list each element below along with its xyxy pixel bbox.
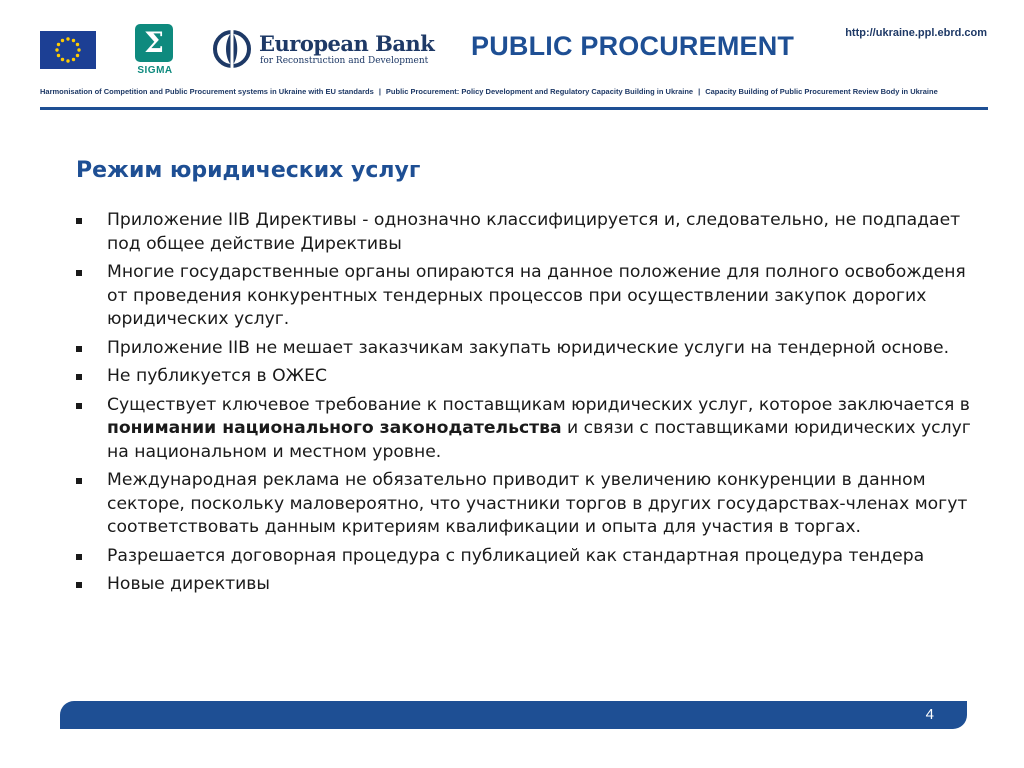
header [0, 0, 1024, 112]
bullet-square-icon [76, 554, 82, 560]
eu-flag-logo [40, 31, 96, 69]
footer-bar [60, 701, 967, 729]
bullet-text-before: Существует ключевое требование к поставщикам юридических услуг, которое заключается в [107, 394, 970, 415]
bullet-square-icon [76, 582, 82, 588]
bullet-text-after: и связи с поставщиками юридических услуг на национальном и местном уровне. [107, 418, 971, 462]
bullet-list [76, 209, 976, 602]
bullet-item [76, 573, 976, 597]
slide-title: Режим юридических услуг [76, 158, 421, 183]
ebrd-subtitle: for Reconstruction and Development [260, 56, 429, 66]
sigma-label: SIGMA [137, 65, 173, 76]
sigma-icon: Σ [135, 24, 173, 62]
bullet-item [76, 337, 976, 361]
bullet-square-icon [76, 403, 82, 409]
bullet-text: Многие государственные органы опираются на данное положение для полного освобожденя от проведения конкурентных тендерных процессов при осуществлении закупок дорогих юридических услуг. [107, 262, 966, 329]
program-title: PUBLIC PROCUREMENT [471, 31, 795, 61]
bullet-square-icon [76, 218, 82, 224]
bullet-text: Разрешается договорная процедура с публикацией как стандартная процедура тендера [107, 545, 925, 566]
ebrd-name: European Bank [259, 31, 435, 56]
bullet-square-icon [76, 478, 82, 484]
tagline-separator: | [698, 87, 701, 96]
tagline-item: Public Procurement: Policy Development and Regulatory Capacity Building in Ukraine [385, 87, 694, 96]
bullet-text: Приложение IIB Директивы - однозначно классифицируется и, следовательно, не подпадает под общее действие Директивы [107, 210, 961, 254]
bullet-text: Новые директивы [107, 574, 270, 594]
page-number: 4 [925, 706, 934, 723]
bullet-square-icon [76, 346, 82, 352]
ebrd-logo [212, 28, 435, 72]
ebrd-emblem-icon [212, 28, 252, 70]
tagline-item: Harmonisation of Competition and Public Procurement systems in Ukraine with EU standards [40, 87, 374, 96]
site-url: http://ukraine.ppl.ebrd.com [845, 27, 987, 39]
tagline-separator: | [378, 87, 381, 96]
bullet-item [76, 545, 976, 569]
bullet-text: Не публикуется в ОЖЕС [107, 366, 328, 386]
bullet-item [76, 394, 976, 465]
project-tagline [40, 87, 990, 96]
bullet-square-icon [76, 270, 82, 276]
bullet-text: Международная реклама не обязательно приводит к увеличению конкуренции в данном секторе, поскольку маловероятно, что участники торгов в других государствах-членах могут соответствовать данным критериям квалификации и опыта для участия в торгах. [107, 470, 968, 537]
bullet-square-icon [76, 374, 82, 380]
bullet-item [76, 365, 976, 389]
header-divider [40, 107, 988, 110]
bullet-text: Приложение IIB не мешает заказчикам закупать юридические услуги на тендерной основе. [107, 337, 950, 358]
tagline-item: Capacity Building of Public Procurement Review Body in Ukraine [705, 87, 938, 96]
bullet-item [76, 209, 976, 256]
sigma-logo [135, 24, 175, 78]
bullet-text-emphasis: понимании национального законодательства [107, 418, 562, 438]
bullet-item [76, 261, 976, 332]
bullet-item [76, 469, 976, 540]
